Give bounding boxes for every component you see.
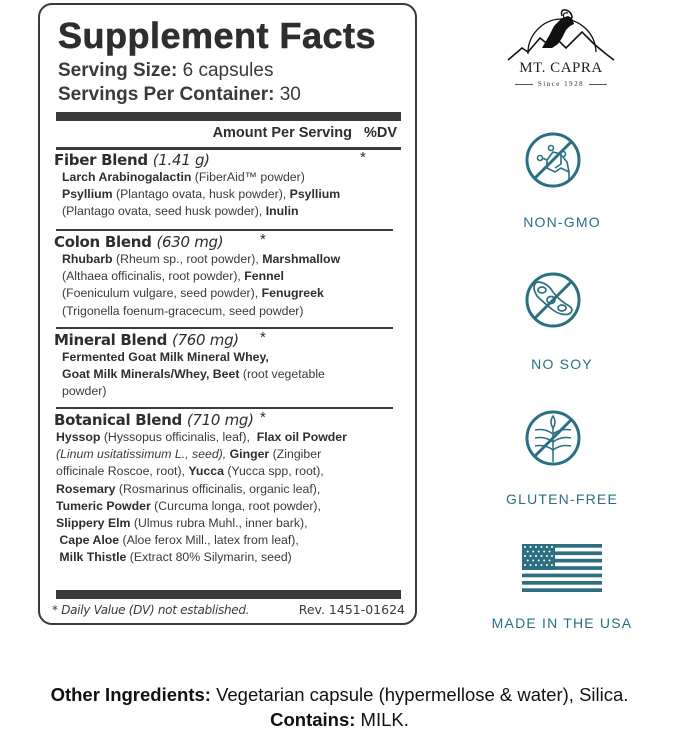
- divider-thick: [56, 112, 401, 121]
- badge-label-non-gmo: NON-GMO: [523, 214, 601, 230]
- ingredient-list: [62, 251, 401, 320]
- ingredient-line: Rosemary (Rosmarinus officinalis, organic leaf),: [56, 481, 321, 496]
- no-soy-icon: [523, 270, 583, 330]
- ingredient-line: Larch Arabinogalactin (FiberAid™ powder): [62, 170, 305, 184]
- ingredient-line: Milk Thistle (Extract 80% Silymarin, seed): [56, 550, 292, 565]
- dv-marker: *: [260, 231, 266, 248]
- blend-colon: [54, 233, 401, 320]
- serving-size: Serving Size: 6 capsules: [58, 60, 274, 81]
- ingredient-line: Cape Aloe (Aloe ferox Mill., latex from leaf),: [56, 533, 299, 548]
- ingredient-line: Hyssop (Hyssopus officinalis, leaf), Flax oil Powder: [56, 430, 347, 444]
- ingredient-line: (Foeniculum vulgare, seed powder), Fenugreek: [62, 286, 324, 301]
- usa-flag-icon: [522, 544, 602, 592]
- dv-header: %DV: [363, 125, 397, 141]
- divider-thick-bottom: [56, 590, 401, 599]
- divider-thin: [56, 229, 393, 231]
- dv-marker: *: [260, 329, 266, 346]
- ingredient-line: powder): [62, 384, 107, 399]
- badge-label-no-soy: NO SOY: [531, 356, 593, 372]
- amount-per-serving-header: Amount Per Serving %DV: [212, 125, 397, 141]
- dv-marker: *: [260, 409, 266, 426]
- blend-botanical: [54, 411, 401, 567]
- ingredient-line: Psyllium (Plantago ovata, husk powder), Psyllium: [62, 187, 341, 202]
- gluten-free-icon: [523, 408, 583, 468]
- blend-title: Botanical Blend (710 mg): [54, 411, 254, 429]
- divider-thin: [56, 407, 393, 409]
- daily-value-footnote: * Daily Value (DV) not established.: [52, 603, 250, 617]
- badge-label-gluten-free: GLUTEN-FREE: [506, 491, 618, 507]
- brand-name: MT. CAPRA: [519, 60, 603, 76]
- badge-label-made-in-usa: MADE IN THE USA: [491, 615, 633, 631]
- blend-mineral: [54, 331, 401, 401]
- ingredient-line: Fermented Goat Milk Mineral Whey,: [62, 350, 269, 364]
- blend-title: Mineral Blend (760 mg): [54, 331, 239, 349]
- supplement-facts-panel: [38, 3, 417, 625]
- ingredient-list: [62, 169, 401, 221]
- allergen-contains: Contains: MILK.: [270, 709, 409, 730]
- ingredient-line: Rhubarb (Rheum sp., root powder), Marshmallow: [62, 252, 341, 266]
- ingredient-line: (Plantago ovata, seed husk powder), Inulin: [62, 204, 299, 219]
- ingredient-line: (Althaea officinalis, root powder), Fennel: [62, 269, 284, 284]
- blend-title: Fiber Blend (1.41 g): [54, 151, 210, 169]
- ingredient-list: [62, 349, 401, 401]
- blend-fiber: [54, 151, 401, 221]
- ingredient-line: (Trigonella foenum-gracecum, seed powder): [62, 303, 304, 318]
- servings-per-container: Servings Per Container: 30: [58, 84, 301, 105]
- supplement-facts-title: Supplement Facts: [58, 15, 377, 56]
- blend-title: Colon Blend (630 mg): [54, 233, 224, 251]
- other-ingredients: Other Ingredients: Vegetarian capsule (hypermellose & water), Silica.: [50, 684, 629, 705]
- ingredient-line: officinale Roscoe, root), Yucca (Yucca spp, root),: [56, 464, 324, 479]
- divider-thin: [56, 327, 393, 329]
- ingredient-line: Goat Milk Minerals/Whey, Beet (root vegetable: [62, 367, 325, 382]
- no-gmo-icon: [523, 130, 583, 190]
- divider-medium: [56, 147, 401, 150]
- ingredient-line: Tumeric Powder (Curcuma longa, root powder),: [56, 498, 321, 513]
- ingredient-line: (Linum usitatissimum L., seed), Ginger (Zingiber: [56, 447, 322, 462]
- revision-number: Rev. 1451-01624: [298, 602, 405, 617]
- ingredient-list: [56, 429, 401, 567]
- ingredient-line: Slippery Elm (Ulmus rubra Muhl., inner bark),: [56, 516, 308, 531]
- dv-marker: *: [360, 149, 366, 166]
- brand-since: Since 1928: [500, 80, 622, 88]
